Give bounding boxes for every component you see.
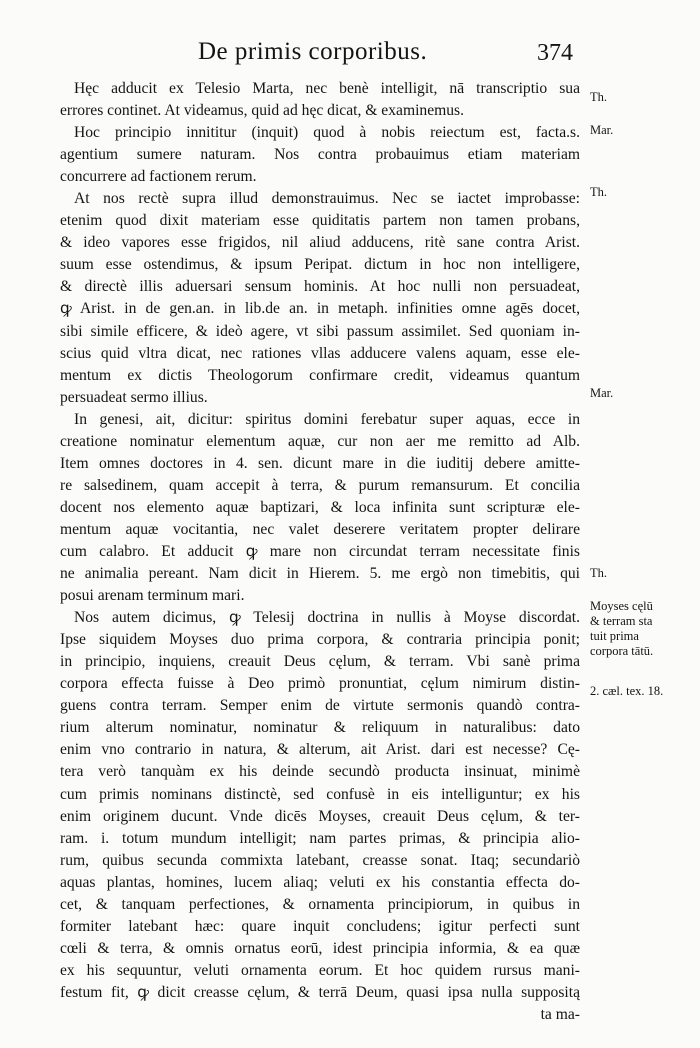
text-line: Ipse siquidem Moyses duo prima corpora, & contraria principia ponit; (60, 631, 580, 649)
text-line: creatione nominatur elementum aquæ, cur non aer me remitto ad Alb. (60, 432, 580, 450)
text-line: re salsedinem, quam accepit à terra, & purum remansurum. Et concilia (60, 476, 580, 494)
text-line: & directè illis aduersari sensum hominis. At hoc nulli non persuadeat, (60, 278, 580, 296)
text-line: suum esse ostendimus, & ipsum Peripat. dictum in hoc non intelligere, (60, 256, 580, 274)
text-line: persuadeat sermo illius. (60, 388, 208, 406)
text-line: rum, quibus secunda commixta latebant, creasse sonat. Itaq; secundariò (60, 851, 580, 869)
text-line: ꝙ Arist. in de gen.an. in lib.de an. in metaph. infinities omne agēs docet, (60, 300, 580, 318)
text-line: cet, & tanquam perfectiones, & ornamenta principiorum, in quibus in (60, 895, 580, 913)
margin-note-gloss: & terram sta (590, 614, 653, 628)
margin-note-speaker: Th. (590, 185, 608, 199)
text-line: cum primis nominans distinctè, sed confusè in eis intelliguntur; ex his (60, 785, 580, 803)
text-line: etenim quod dixit materiam esse quiditatis partem non tamen probans, (60, 212, 580, 230)
text-line: enim vno contrario in natura, & alterum, ait Arist. dari est necesse? Cę- (60, 741, 580, 759)
text-line: cum calabro. Et adducit ꝙ mare non circundat terram necessitate finis (60, 542, 580, 560)
text-line: Item omnes doctores in 4. sen. dicunt mare in die iuditij debere amitte- (60, 454, 580, 472)
margin-note-gloss: tuit prima (590, 629, 639, 643)
page-number: 374 (537, 40, 573, 66)
text-line: Hęc adducit ex Telesio Marta, nec benè intelligit, nā transcriptio sua (74, 80, 580, 97)
margin-note-gloss: corpora tātū. (590, 644, 654, 658)
text-line: cœli & terra, & omnis ornatus eorū, idest principia informia, & ea quæ (60, 939, 580, 957)
text-line: enim originem ducunt. Vnde dicēs Moyses, creauit Deus cęlum, & ter- (60, 807, 580, 825)
text-line: In genesi, ait, dicitur: spiritus domini ferebatur super aquas, ecce in (74, 410, 580, 428)
text-line: guens contra terram. Semper enim de virtute sermonis quandò contra- (60, 697, 580, 715)
text-line: Nos autem dicimus, ꝙ Telesij doctrina in nullis à Moyse discordat. (74, 609, 580, 627)
text-line: posui arenam terminum mari. (60, 587, 245, 605)
text-line: festum fit, ꝙ dicit creasse cęlum, & terrā Deum, quasi ipsa nulla suppositą (60, 983, 580, 1001)
margin-note-speaker: Th. (590, 566, 608, 580)
margin-note-speaker: Mar. (590, 123, 614, 137)
text-line: agentium sumere naturam. Nos contra probauimus etiam materiam (60, 146, 580, 164)
text-line: corpora effecta fuisse à Deo primò pronuntiat, cęlum nimirum distin- (60, 675, 580, 693)
margin-note-speaker: Mar. (590, 386, 614, 400)
catchword: ta ma- (540, 1005, 580, 1023)
text-line: rium alterum nominatur, nominatur & reliquum in naturalibus: dato (60, 719, 580, 737)
text-line: concurrere ad factionem rerum. (60, 168, 257, 186)
text-line: ex his sequuntur, veluti ornamenta eorum. Et hoc quidem rursus mani- (60, 961, 580, 979)
text-line: ne animalia pereant. Nam dicit in Hierem. 5. me ergò non timebitis, qui (60, 565, 580, 583)
text-line: docent nos elemento aquæ baptizari, & loca infinita sunt scripturæ ele- (60, 498, 580, 516)
text-line: Hoc principio innititur (inquit) quod à nobis reiectum est, facta.s. (74, 124, 580, 142)
page-header (0, 38, 700, 74)
text-line: sibi simile efficere, & ideò agere, vt sibi passum assimilet. Sed quoniam in- (60, 322, 580, 340)
running-head: De primis corporibus. (198, 38, 428, 65)
text-line: formiter latebant hæc: quare inquit concludens; igitur perfecti sunt (60, 917, 580, 935)
margin-note-speaker: Th. (590, 90, 608, 104)
text-line: tera verò tanquàm ex his deinde secundò producta insinuat, minimè (60, 763, 580, 781)
text-line: aquas plantas, homines, lucem aliaq; veluti ex his constantia effecta do- (60, 873, 580, 891)
margin-note-gloss: Moyses cęlū (590, 599, 653, 613)
text-line: mentum aquæ vocitantia, nec valet deserere veritatem propter delirare (60, 520, 580, 538)
text-line: errores continet. At videamus, quid ad hęc dicat, & examinemus. (60, 102, 465, 120)
text-line: in principio, inquiens, creauit Deus cęlum, & terram. Vbi sanè prima (60, 653, 580, 671)
text-line: scius quid vltra dicat, nec rationes vllas adducere valens aquam, esse ele- (60, 344, 580, 362)
main-text-block (60, 78, 580, 1026)
text-line: mentum ex dictis Theologorum confirmare credit, videamus quantum (60, 366, 580, 384)
margin-note-reference: 2. cæl. tex. 18. (590, 684, 664, 698)
text-line: At nos rectè supra illud demonstrauimus. Nec se iactet improbasse: (74, 190, 580, 208)
text-line: & ideo vapores esse frigidos, nil aliud adducens, ritè sane contra Arist. (60, 234, 580, 252)
text-line: ram. i. totum mundum intelligit; nam partes primas, & principia alio- (60, 829, 580, 847)
